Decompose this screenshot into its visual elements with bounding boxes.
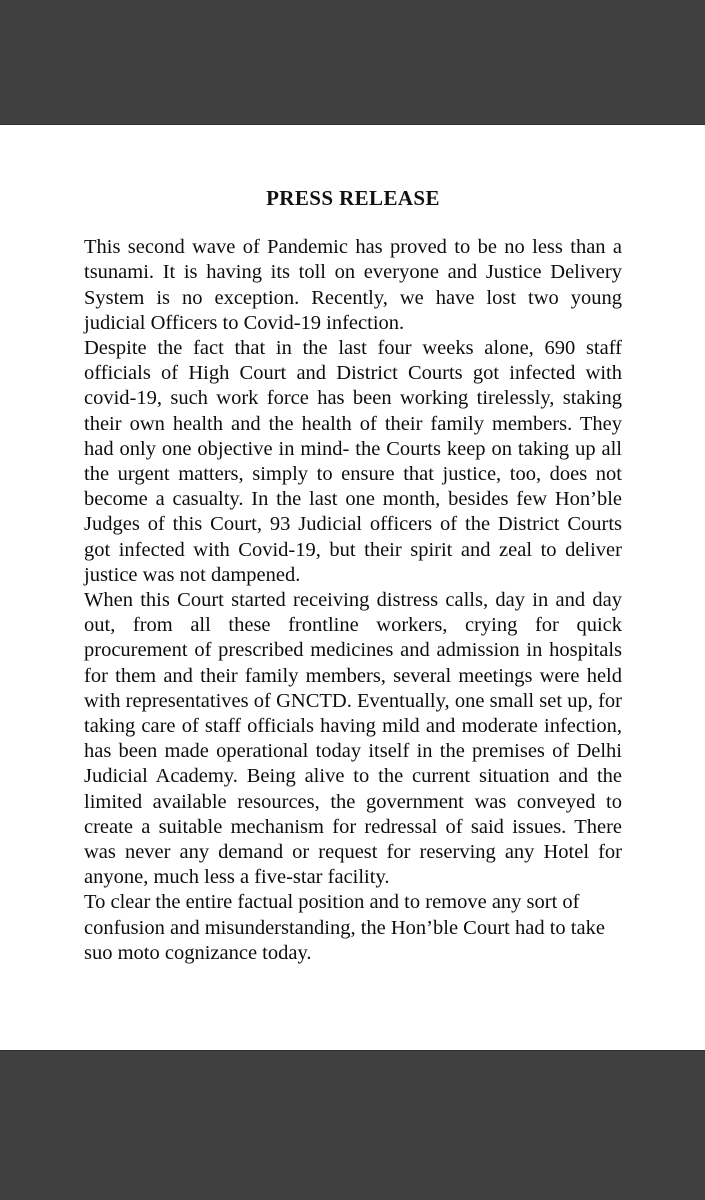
document-page xyxy=(0,125,705,1050)
paragraph: To clear the entire factual position and to remove any sort of confusion and misunderstanding, the Hon’ble Court had to take suo moto cognizance today. xyxy=(84,891,605,964)
letterbox-bottom-bar xyxy=(0,1050,705,1200)
page-title: PRESS RELEASE xyxy=(266,186,440,210)
document-content-column xyxy=(84,125,622,966)
document-body xyxy=(84,235,622,966)
letterbox-top-bar xyxy=(0,0,705,125)
paragraph: This second wave of Pandemic has proved to be no less than a tsunami. It is having its toll on everyone and Justice Delivery System is no exception. Recently, we have lost two young judicial Officers to Covid-19 infection. xyxy=(84,236,622,334)
paragraph: Despite the fact that in the last four weeks alone, 690 staff officials of High Court and District Courts got infected with covid-19, such work force has been working tirelessly, staking their own health and the health of their family members. They had only one objective in mind- the Courts keep on taking up all the urgent matters, simply to ensure that justice, too, does not become a casualty. In the last one month, besides few Hon’ble Judges of this Court, 93 Judicial officers of the District Courts got infected with Covid-19, but their spirit and zeal to deliver justice was not dampened. xyxy=(84,336,622,586)
paragraph: When this Court started receiving distress calls, day in and day out, from all these frontline workers, crying for quick procurement of prescribed medicines and admission in hospitals for them and their family members, several meetings were held with representatives of GNCTD. Eventually, one small set up, for taking care of staff officials having mild and moderate infection, has been made operational today itself in the premises of Delhi Judicial Academy. Being alive to the current situation and the limited available resources, the government was conveyed to create a suitable mechanism for redressal of said issues. There was never any demand or request for reserving any Hotel for anyone, much less a five-star facility. xyxy=(84,588,622,889)
